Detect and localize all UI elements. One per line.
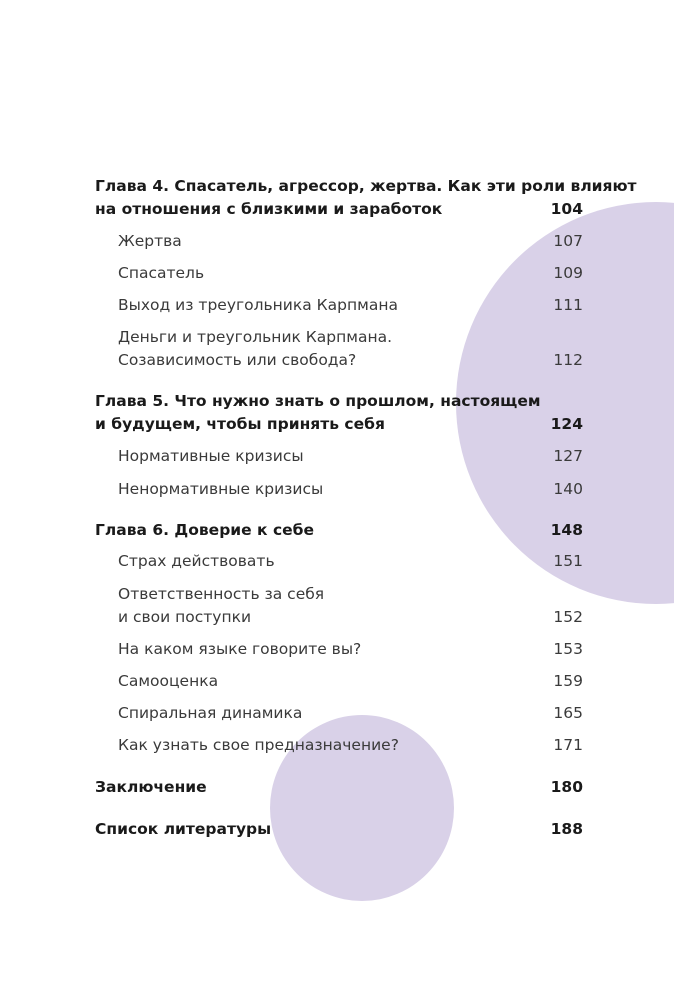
toc-item-rescuer: Спасатель bbox=[118, 264, 205, 282]
toc-item-purpose-page: 171 bbox=[553, 736, 583, 754]
toc-item-exit-triangle-page: 111 bbox=[553, 296, 583, 314]
chapter-4-page: 104 bbox=[550, 200, 583, 218]
chapter-5-title-line-1: Глава 5. Что нужно знать о прошлом, настоящем bbox=[95, 392, 541, 410]
toc-item-self-esteem-page: 159 bbox=[553, 672, 583, 690]
toc-item-money-triangle-page: 112 bbox=[553, 351, 583, 369]
toc-item-money-triangle-line-1: Деньги и треугольник Карпмана. bbox=[118, 328, 393, 346]
toc-item-purpose: Как узнать свое предназначение? bbox=[118, 736, 399, 754]
toc-item-exit-triangle: Выход из треугольника Карпмана bbox=[118, 296, 398, 314]
toc-item-responsibility-page: 152 bbox=[553, 608, 583, 626]
chapter-6-title: Глава 6. Доверие к себе bbox=[95, 521, 315, 539]
conclusion-page: 180 bbox=[550, 778, 583, 796]
toc-item-spiral-dynamics: Спиральная динамика bbox=[118, 704, 303, 722]
toc-item-money-triangle-line-2: Созависимость или свобода? bbox=[118, 351, 357, 369]
toc-item-normative-crises-page: 127 bbox=[553, 447, 583, 465]
toc-item-nonnormative-crises: Ненормативные кризисы bbox=[118, 480, 324, 498]
chapter-4-title-line-1: Глава 4. Спасатель, агрессор, жертва. Как эти роли влияют bbox=[95, 177, 637, 195]
toc-item-language-page: 153 bbox=[553, 640, 583, 658]
toc-item-fear-to-act: Страх действовать bbox=[118, 552, 275, 570]
toc-item-self-esteem: Самооценка bbox=[118, 672, 219, 690]
toc-item-victim-page: 107 bbox=[553, 232, 583, 250]
toc-item-responsibility-line-2: и свои поступки bbox=[118, 608, 252, 626]
chapter-4-title-line-2: на отношения с близкими и заработок bbox=[95, 200, 443, 218]
toc-item-spiral-dynamics-page: 165 bbox=[553, 704, 583, 722]
chapter-5-page: 124 bbox=[550, 415, 583, 433]
conclusion-title: Заключение bbox=[95, 778, 207, 796]
toc-item-victim: Жертва bbox=[118, 232, 182, 250]
chapter-6-page: 148 bbox=[550, 521, 583, 539]
toc-item-nonnormative-crises-page: 140 bbox=[553, 480, 583, 498]
toc-item-normative-crises: Нормативные кризисы bbox=[118, 447, 304, 465]
bibliography-page: 188 bbox=[550, 820, 583, 838]
toc-item-rescuer-page: 109 bbox=[553, 264, 583, 282]
bibliography-title: Список литературы bbox=[95, 820, 272, 838]
toc-item-fear-to-act-page: 151 bbox=[553, 552, 583, 570]
toc-item-language: На каком языке говорите вы? bbox=[118, 640, 362, 658]
toc-item-responsibility-line-1: Ответственность за себя bbox=[118, 585, 325, 603]
chapter-5-title-line-2: и будущем, чтобы принять себя bbox=[95, 415, 385, 433]
